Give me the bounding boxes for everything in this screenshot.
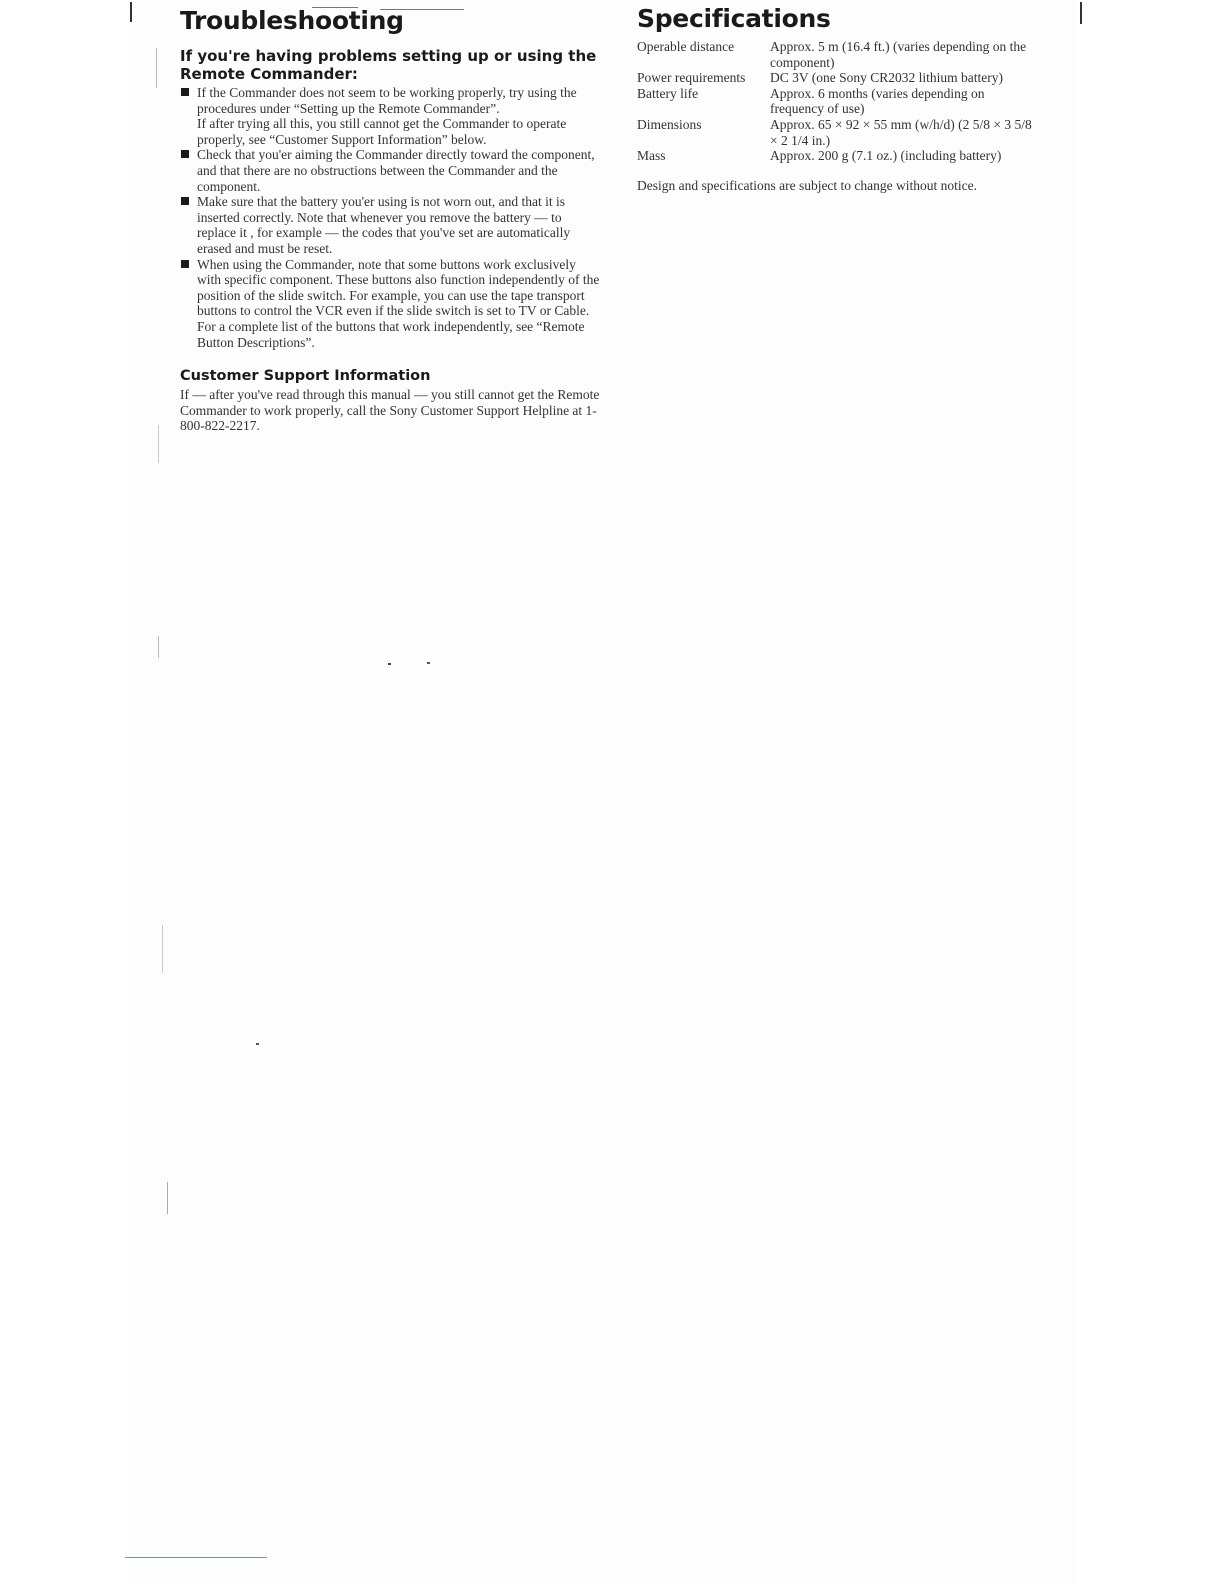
spec-label: Operable distance — [637, 39, 735, 54]
table-row — [637, 86, 1040, 117]
specifications-notice: Design and specifications are subject to change without notice. — [637, 177, 978, 193]
troubleshooting-title: Troubleshooting — [180, 6, 404, 35]
spec-value: Approx. 5 m (16.4 ft.) (varies depending on the component) — [770, 39, 1027, 70]
margin-dots-3 — [158, 636, 159, 658]
right-crop-mark — [1080, 2, 1082, 24]
troubleshooting-list — [180, 85, 600, 350]
table-row — [637, 148, 1040, 164]
customer-support-heading: Customer Support Information — [180, 368, 431, 385]
bullet-text: Check that you'er aiming the Commander directly toward the component, and that there are no obstructions between the Commander and the component. — [197, 147, 595, 194]
margin-dots-2 — [158, 425, 159, 463]
margin-dots-5 — [167, 1182, 168, 1214]
spec-label: Dimensions — [637, 116, 702, 132]
bullet-text: When using the Commander, note that some buttons work exclusively with specific component. These buttons also function independently of the position of the slide switch. For example, you can use the tape transport buttons to control the VCR even if the slide switch is set to TV or Cable. For a complete list of the buttons that work independently, see “Remote Button Descriptions”. — [197, 256, 600, 350]
table-row — [637, 70, 1040, 86]
bullet-square-icon — [181, 260, 189, 268]
margin-dots-1 — [156, 48, 157, 88]
bullet-text: Make sure that the battery you'er using is not worn out, and that it is inserted correctly. Note that whenever you remove the battery — to replace it , for example — the codes that you've set are automatically erased and must be reset. — [197, 194, 571, 256]
spec-value: Approx. 65 × 92 × 55 mm (w/h/d) (2 5/8 × 3 5/8 × 2 1/4 in.) — [770, 116, 1032, 148]
spec-value: Approx. 6 months (varies depending on frequency of use) — [770, 85, 985, 117]
bullet-square-icon — [181, 150, 189, 158]
list-item — [180, 194, 600, 256]
bullet-square-icon — [181, 88, 189, 96]
left-crop-mark — [130, 2, 132, 22]
list-item — [180, 147, 600, 194]
specifications-table — [637, 39, 1040, 164]
spec-value: Approx. 200 g (7.1 oz.) (including battery) — [770, 148, 1002, 164]
troubleshooting-section — [180, 6, 600, 434]
bullet-text: If the Commander does not seem to be working properly, try using the procedures under “Setting up the Remote Commander”. — [197, 85, 577, 116]
customer-support-text: If — after you've read through this manual — you still cannot get the Remote Commander to work properly, call the Sony Customer Support Helpline at 1-800-822-2217. — [180, 387, 600, 434]
margin-dots-4 — [162, 925, 163, 973]
spec-value: DC 3V (one Sony CR2032 lithium battery) — [770, 70, 1003, 86]
table-row — [637, 39, 1040, 70]
bullet-extra-text: If after trying all this, you still cannot get the Commander to operate properly, see “Customer Support Information” below. — [197, 116, 567, 147]
spec-label: Power requirements — [637, 70, 746, 86]
speck-1 — [388, 663, 391, 665]
specifications-title: Specifications — [637, 4, 831, 33]
spec-label: Mass — [637, 148, 666, 164]
speck-3 — [256, 1043, 259, 1045]
speck-2 — [427, 662, 430, 664]
specifications-section — [637, 4, 1057, 207]
spec-label: Battery life — [637, 85, 699, 101]
table-row — [637, 117, 1040, 148]
list-item — [180, 257, 600, 351]
problems-heading: If you're having problems setting up or using the Remote Commander: — [180, 47, 597, 83]
list-item — [180, 85, 600, 147]
bottom-rule — [125, 1557, 267, 1558]
bullet-square-icon — [181, 197, 189, 205]
